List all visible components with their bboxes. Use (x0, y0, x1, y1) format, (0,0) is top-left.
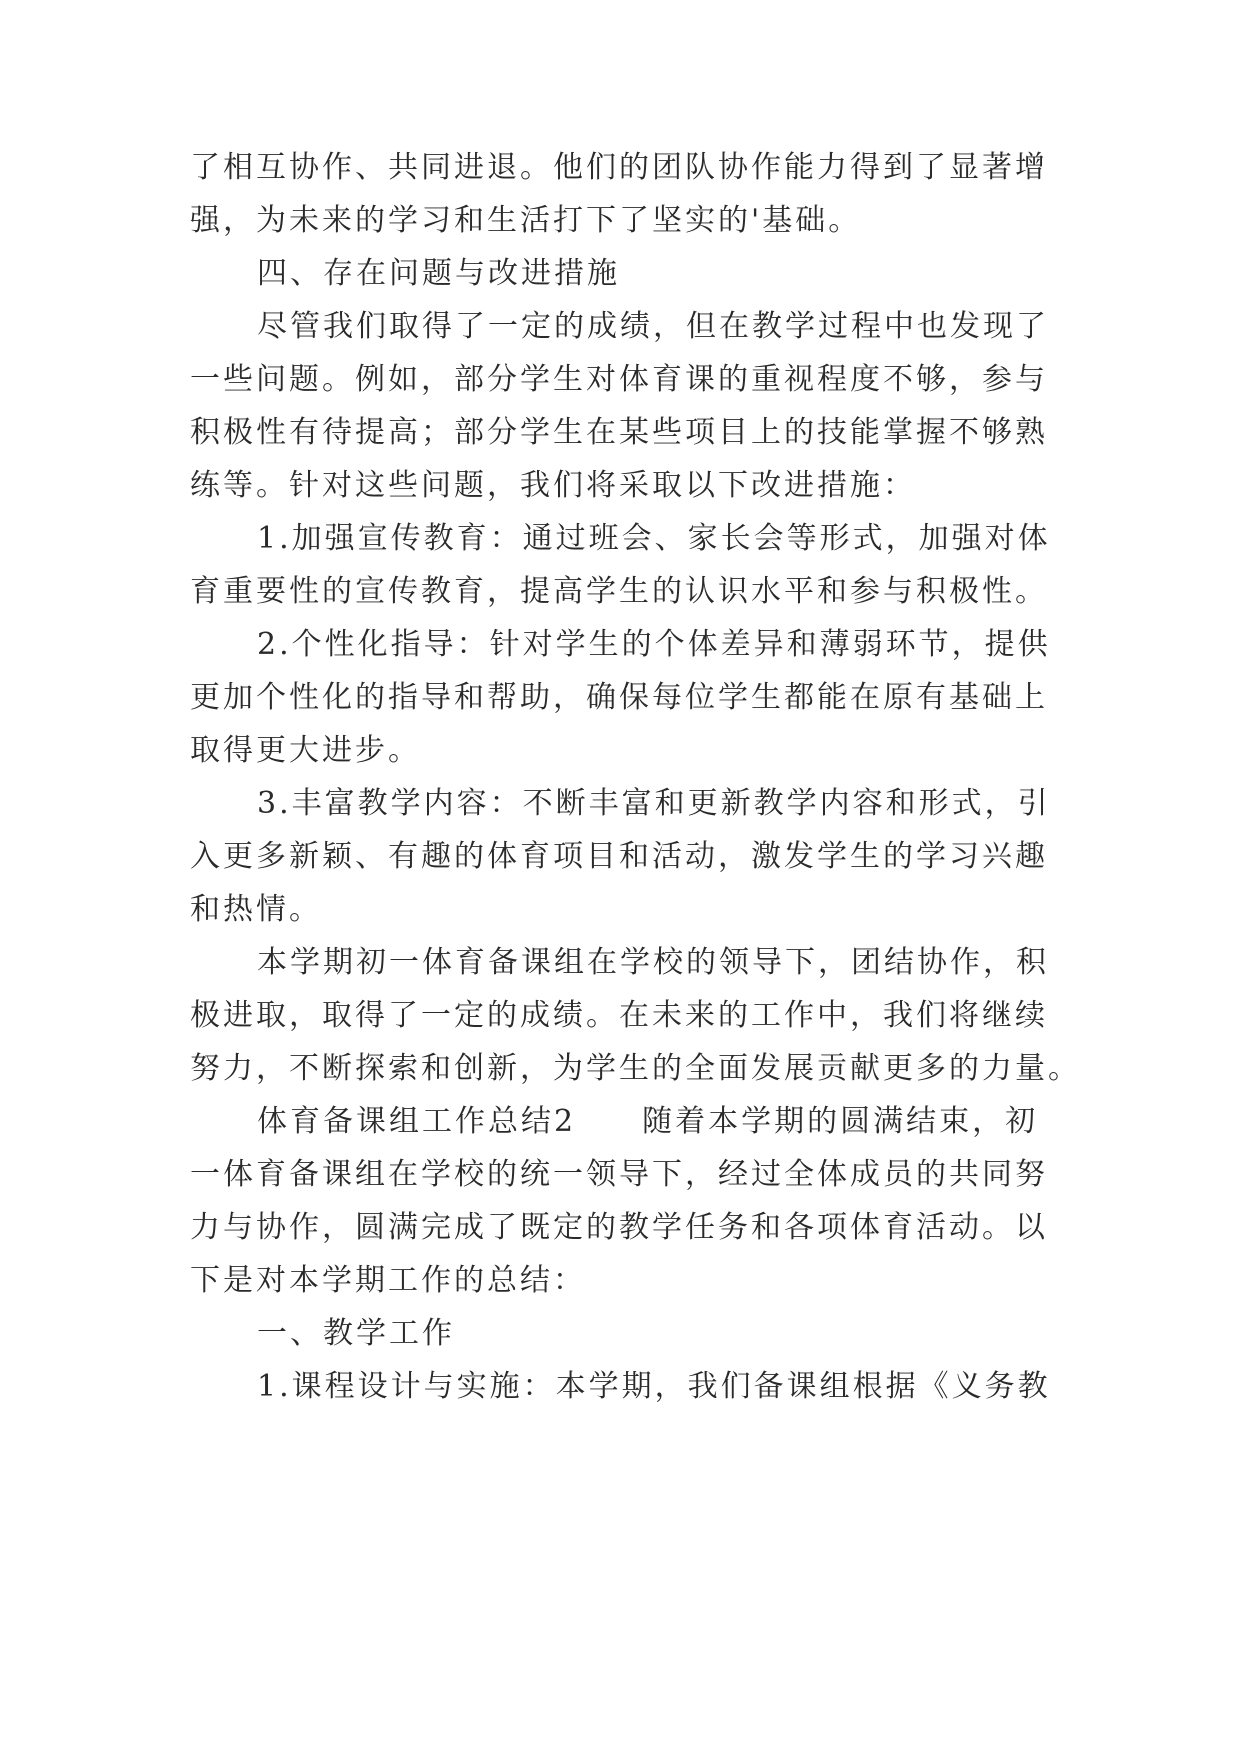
text-line: 练等。针对这些问题，我们将采取以下改进措施： (190, 468, 916, 503)
paragraph-start: 本学期初一体育备课组在学校的领导下，团结协作，积 (257, 945, 1049, 980)
section-heading: 四、存在问题与改进措施 (257, 256, 620, 291)
paragraph-start: 体育备课组工作总结2 随着本学期的圆满结束，初 (257, 1104, 1039, 1139)
text-line: 一些问题。例如，部分学生对体育课的重视程度不够，参与 (190, 362, 1048, 397)
text-line: 下是对本学期工作的总结： (190, 1263, 586, 1298)
section-heading: 一、教学工作 (257, 1316, 455, 1351)
text-line: 育重要性的宣传教育，提高学生的认识水平和参与积极性。 (190, 574, 1048, 609)
list-item: 1.课程设计与实施：本学期，我们备课组根据《义务教 (257, 1369, 1051, 1404)
text-line: 一体育备课组在学校的统一领导下，经过全体成员的共同努 (190, 1157, 1048, 1192)
text-line: 积极性有待提高；部分学生在某些项目上的技能掌握不够熟 (190, 415, 1048, 450)
text-line: 取得更大进步。 (190, 733, 421, 768)
text-line: 了相互协作、共同进退。他们的团队协作能力得到了显著增 (190, 150, 1048, 185)
list-item: 2.个性化指导：针对学生的个体差异和薄弱环节，提供 (257, 627, 1051, 662)
text-line: 极进取，取得了一定的成绩。在未来的工作中，我们将继续 (190, 998, 1048, 1033)
list-item: 3.丰富教学内容：不断丰富和更新教学内容和形式，引 (257, 786, 1051, 821)
text-line: 努力，不断探索和创新，为学生的全面发展贡献更多的力量。 (190, 1051, 1081, 1086)
text-line: 力与协作，圆满完成了既定的教学任务和各项体育活动。以 (190, 1210, 1048, 1245)
text-line: 入更多新颖、有趣的体育项目和活动，激发学生的学习兴趣 (190, 839, 1048, 874)
paragraph-start: 尽管我们取得了一定的成绩，但在教学过程中也发现了 (257, 309, 1049, 344)
text-line: 强，为未来的学习和生活打下了坚实的'基础。 (190, 203, 862, 238)
list-item: 1.加强宣传教育：通过班会、家长会等形式，加强对体 (257, 521, 1051, 556)
text-line: 和热情。 (190, 892, 322, 927)
text-line: 更加个性化的指导和帮助，确保每位学生都能在原有基础上 (190, 680, 1048, 715)
